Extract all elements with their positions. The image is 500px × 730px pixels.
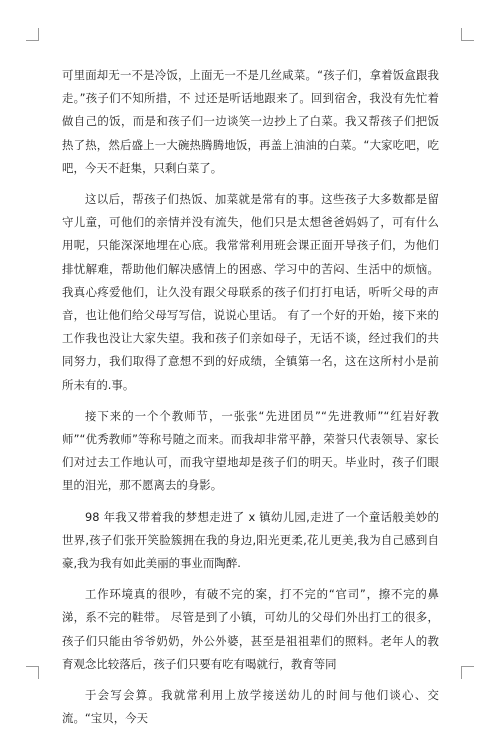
paragraph-3: 接下来的一个个教师节，一张张“先进团员”“先进教师”“红岩好教师”“优秀教师”等称号随之而来。而我却非常平静，荣誉只代表领导、家长们对过去工作地认可，而我守望地却是孩子们的明天。毕业时，孩子们眼里的泪光，那不愿离去的身影。 bbox=[62, 408, 439, 493]
crop-mark-bottom-right bbox=[461, 666, 474, 679]
paragraph-5: 工作环境真的很吵，有破不完的案，打不完的“官司”，擦不完的鼻涕，系不完的鞋带。 尽管是到了小镇，可幼儿的父母们外出打工的很多，孩子们只能由爷爷奶奶，外公外婆，甚至是祖祖辈们的照料。老年人的教育观念比较落后，孩子们只要有吃有喝就行，教育等同 bbox=[62, 587, 439, 671]
paragraph-1: 可里面却无一不是冷饭，上面无一不是几丝咸菜。“孩子们，拿着饭盒跟我走。”孩子们不知所措，不 过还是听话地跟来了。回到宿舍，我没有先忙着做自己的饭，而是和孩子们一边谈笑一边抄上了白菜。我又帮孩子们把饭热了热，然后盛上一大碗热腾腾地饭，再盖上油油的白菜。“大家吃吧，吃吧，今天不赶集，只剩白菜了。 bbox=[62, 68, 439, 175]
paragraph-6: 于会写会算。我就常利用上放学接送幼儿的时间与他们谈心、交流。“宝贝，今天 bbox=[62, 688, 439, 726]
document-body bbox=[62, 64, 439, 730]
paragraph-4: 98 年我又带着我的梦想走进了 x 镇幼儿园,走进了一个童话般美妙的世界,孩子们张开笑脸簇拥在我的身边,阳光更柔,花儿更美,我为自己感到自豪,我为我有如此美丽的事业而陶醉. bbox=[62, 509, 439, 571]
paragraph-2: 这以后，帮孩子们热饭、加菜就是常有的事。这些孩子大多数都是留守儿童，可他们的亲情并没有流失，他们只是太想爸爸妈妈了，可有什么用呢，只能深深地埋在心底。我常常利用班会课正面开导孩子们，为他们排忧解难，帮助他们解决感情上的困惑、学习中的苦闷、生活中的烦恼。我真心疼爱他们，让久没有跟父母联系的孩子们打打电话，听听父母的声音，也让他们给父母写写信，说说心里话。 有了一个好的开始，接下来的工作我也没让大家失望。我和孩子们亲如母子，无话不谈，经过我们的共同努力，我们取得了意想不到的好成绩，全镇第一名，这在这所村小是前所未有的.事。 bbox=[62, 192, 439, 392]
crop-mark-top-left bbox=[26, 28, 39, 41]
crop-mark-top-right bbox=[461, 28, 474, 41]
crop-mark-bottom-left bbox=[26, 666, 39, 679]
